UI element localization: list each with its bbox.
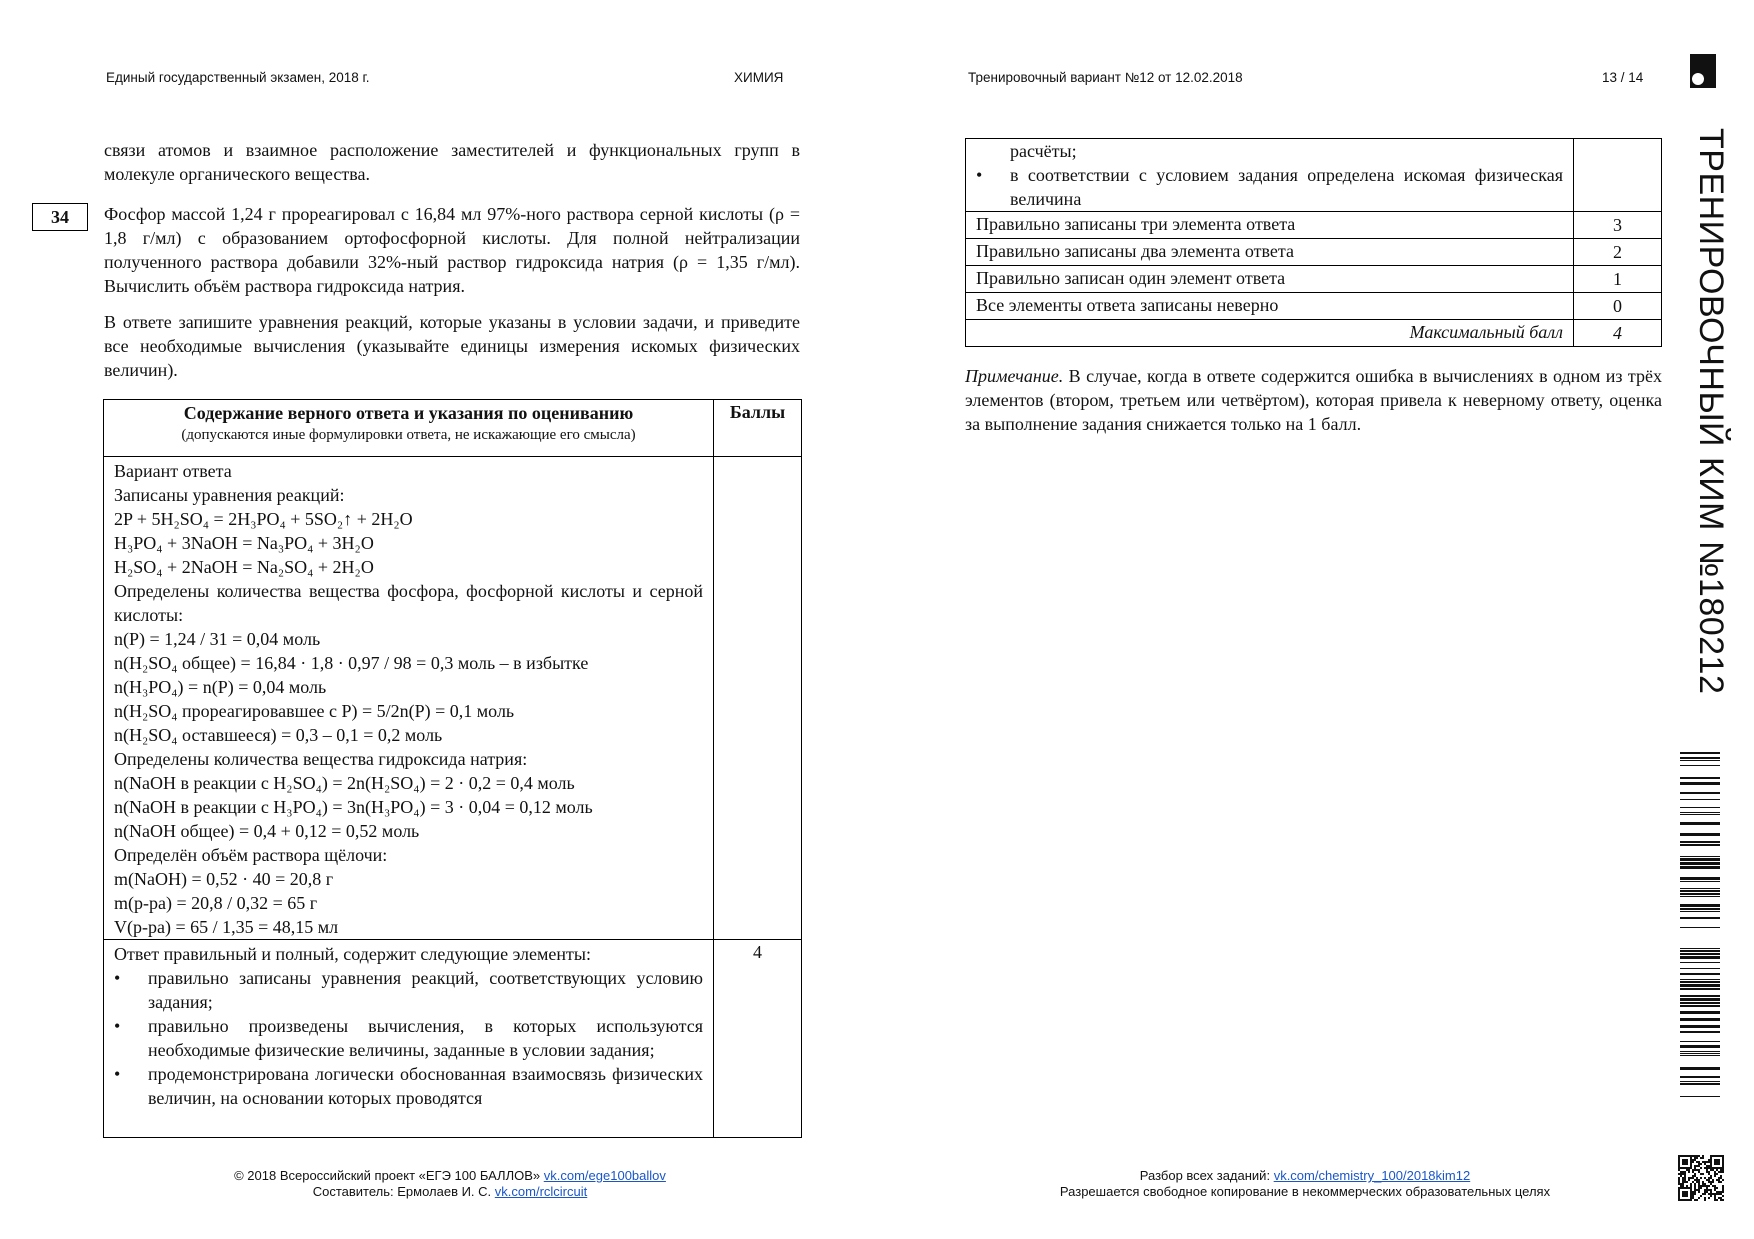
vertical-title-text: ТРЕНИРОВОЧНЫЙ КИМ №180212 bbox=[1692, 128, 1730, 695]
continuation-points-empty bbox=[1574, 139, 1662, 212]
footer-link-ege100[interactable]: vk.com/ege100ballov bbox=[543, 1168, 666, 1183]
criteria-intro: Ответ правильный и полный, содержит следующие элементы: bbox=[114, 944, 591, 964]
bullet-dot: • bbox=[114, 1064, 121, 1084]
qr-code bbox=[1678, 1155, 1724, 1201]
points-row-value: 2 bbox=[1574, 239, 1662, 266]
answer-line: m(NaOH) = 0,52 · 40 = 20,8 г bbox=[114, 869, 334, 889]
footer-analysis-label: Разбор всех заданий: bbox=[1139, 1168, 1271, 1183]
answer-line: Вариант ответа bbox=[114, 461, 232, 481]
answer-line: Определён объём раствора щёлочи: bbox=[114, 845, 388, 865]
points-table-continuation-row bbox=[966, 139, 1662, 212]
table-header-subtitle: (допускаются иные формулировки ответа, не искажающие его смысла) bbox=[181, 427, 636, 443]
vertical-title bbox=[1692, 128, 1730, 708]
header-page-number: 13 / 14 bbox=[1602, 70, 1644, 85]
footer-copyright: © 2018 Всероссийский проект «ЕГЭ 100 БАЛЛОВ» bbox=[234, 1168, 541, 1183]
answer-line: H₂SO₄ + 2NaOH = Na₂SO₄ + 2H₂O bbox=[114, 557, 374, 577]
bullet-dot: • bbox=[114, 968, 121, 988]
answer-line: n(P) = 1,24 / 31 = 0,04 моль bbox=[114, 629, 321, 649]
answer-line: n(H₂SO₄ оставшееся) = 0,3 – 0,1 = 0,2 моль bbox=[114, 725, 443, 745]
bullet-dot: • bbox=[114, 1016, 121, 1036]
task-number-box: 34 bbox=[32, 203, 88, 231]
table-header-title: Содержание верного ответа и указания по оцениванию bbox=[183, 403, 634, 423]
points-rows bbox=[966, 212, 1662, 320]
footer-author: Составитель: Ермолаев И. С. bbox=[312, 1184, 492, 1199]
corner-registration-mark bbox=[1690, 54, 1716, 88]
barcode bbox=[1680, 752, 1720, 1100]
table-header-points: Баллы bbox=[714, 400, 802, 457]
footer-right bbox=[990, 1168, 1620, 1200]
points-row-text: Правильно записаны два элемента ответа bbox=[966, 239, 1574, 266]
points-row-value: 3 bbox=[1574, 212, 1662, 239]
scoring-table bbox=[103, 399, 802, 1138]
points-row bbox=[966, 293, 1662, 320]
answer-line: n(H₂SO₄ общее) = 16,84 · 1,8 · 0,97 / 98 = 0,3 моль – в избытке bbox=[114, 653, 589, 673]
task-condition: Фосфор массой 1,24 г прореагировал с 16,84 мл 97%-ного раствора серной кислоты (ρ = 1,8 г/мл) с образованием ортофосфорной кислоты. Для полной нейтрализации полученного раствора добавили 32%-ный раствор гидроксида натрия (ρ = 1,35 г/мл). Вычислить объём раствора гидроксида натрия. bbox=[104, 204, 800, 296]
note-text: В случае, когда в ответе содержится ошибка в вычислениях в одном из трёх элементов (втором, третьем или четвёртом), которая привела к неверному ответу, оценка за выполнение задания снижается только на 1 балл. bbox=[965, 366, 1663, 434]
continuation-bullet-text: в соответствии с условием задания определена искомая физическая величина bbox=[1010, 165, 1563, 209]
criteria-bullet bbox=[114, 966, 703, 1014]
answer-row bbox=[104, 457, 802, 940]
answer-lines bbox=[114, 459, 703, 939]
footer-license: Разрешается свободное копирование в некоммерческих образовательных целях bbox=[1059, 1184, 1551, 1199]
continuation-line: расчёты; bbox=[1010, 141, 1077, 161]
points-row-value: 0 bbox=[1574, 293, 1662, 320]
header-subject: ХИМИЯ bbox=[734, 70, 784, 85]
footer-link-analysis[interactable]: vk.com/chemistry_100/2018kim12 bbox=[1273, 1168, 1471, 1183]
scoring-table-header bbox=[104, 400, 802, 457]
answer-line: n(NaOH в реакции с H₃PO₄) = 3n(H₃PO₄) = 3 · 0,04 = 0,12 моль bbox=[114, 797, 593, 817]
header-variant: Тренировочный вариант №12 от 12.02.2018 bbox=[968, 70, 1243, 85]
bullet-dot: • bbox=[976, 165, 983, 185]
answer-line: H₃PO₄ + 3NaOH = Na₃PO₄ + 3H₂O bbox=[114, 533, 374, 553]
max-score-value: 4 bbox=[1574, 320, 1662, 347]
footer-left bbox=[150, 1168, 750, 1200]
answer-points-empty bbox=[714, 457, 802, 940]
criteria-bullet-text: правильно записаны уравнения реакций, соответствующих условию задания; bbox=[148, 968, 703, 1012]
answer-line: 2P + 5H₂SO₄ = 2H₃PO₄ + 5SO₂↑ + 2H₂O bbox=[114, 509, 413, 529]
continuation-bullet bbox=[976, 163, 1563, 211]
criteria-bullet-text: правильно произведены вычисления, в которых используются необходимые физические величины, заданные в условии задания; bbox=[148, 1016, 703, 1060]
points-row-text: Все элементы ответа записаны неверно bbox=[966, 293, 1574, 320]
answer-line: n(NaOH общее) = 0,4 + 0,12 = 0,52 моль bbox=[114, 821, 420, 841]
answer-content bbox=[104, 457, 714, 940]
criteria-bullets bbox=[114, 966, 703, 1110]
criteria-bullet-text: продемонстрирована логически обоснованная взаимосвязь физических величин, на основании которых проводятся bbox=[148, 1064, 703, 1108]
points-row-text: Правильно записан один элемент ответа bbox=[966, 266, 1574, 293]
criteria-content bbox=[104, 940, 714, 1138]
points-row-value: 1 bbox=[1574, 266, 1662, 293]
header-exam-title: Единый государственный экзамен, 2018 г. bbox=[106, 70, 370, 85]
answer-line: Определены количества вещества фосфора, фосфорной кислоты и серной кислоты: bbox=[114, 581, 703, 625]
continuation-content bbox=[966, 139, 1574, 212]
points-table bbox=[965, 138, 1662, 347]
answer-line: Определены количества вещества гидроксида натрия: bbox=[114, 749, 528, 769]
points-row-text: Правильно записаны три элемента ответа bbox=[966, 212, 1574, 239]
max-score-label: Максимальный балл bbox=[966, 320, 1574, 347]
note-label: Примечание. bbox=[965, 366, 1064, 386]
answer-line: n(NaOH в реакции с H₂SO₄) = 2n(H₂SO₄) = 2 · 0,2 = 0,4 моль bbox=[114, 773, 575, 793]
points-row bbox=[966, 239, 1662, 266]
answer-line: V(р-ра) = 65 / 1,35 = 48,15 мл bbox=[114, 917, 339, 937]
answer-line: Записаны уравнения реакций: bbox=[114, 485, 345, 505]
table-header-content bbox=[104, 400, 714, 457]
points-row bbox=[966, 266, 1662, 293]
max-score-row bbox=[966, 320, 1662, 347]
footer-link-author[interactable]: vk.com/rclcircuit bbox=[494, 1184, 588, 1199]
answer-line: m(р-ра) = 20,8 / 0,32 = 65 г bbox=[114, 893, 318, 913]
criteria-points: 4 bbox=[714, 940, 802, 1138]
intro-paragraph: связи атомов и взаимное расположение заместителей и функциональных групп в молекуле органического вещества. bbox=[104, 140, 800, 184]
answer-line: n(H₃PO₄) = n(P) = 0,04 моль bbox=[114, 677, 327, 697]
task-instruction: В ответе запишите уравнения реакций, которые указаны в условии задачи, и приведите все необходимые вычисления (указывайте единицы измерения искомых физических величин). bbox=[104, 312, 800, 380]
criteria-row bbox=[104, 940, 802, 1138]
criteria-bullet bbox=[114, 1014, 703, 1062]
answer-line: n(H₂SO₄ прореагировавшее с P) = 5/2n(P) = 0,1 моль bbox=[114, 701, 515, 721]
points-row bbox=[966, 212, 1662, 239]
criteria-bullet bbox=[114, 1062, 703, 1110]
note-paragraph bbox=[965, 364, 1662, 436]
